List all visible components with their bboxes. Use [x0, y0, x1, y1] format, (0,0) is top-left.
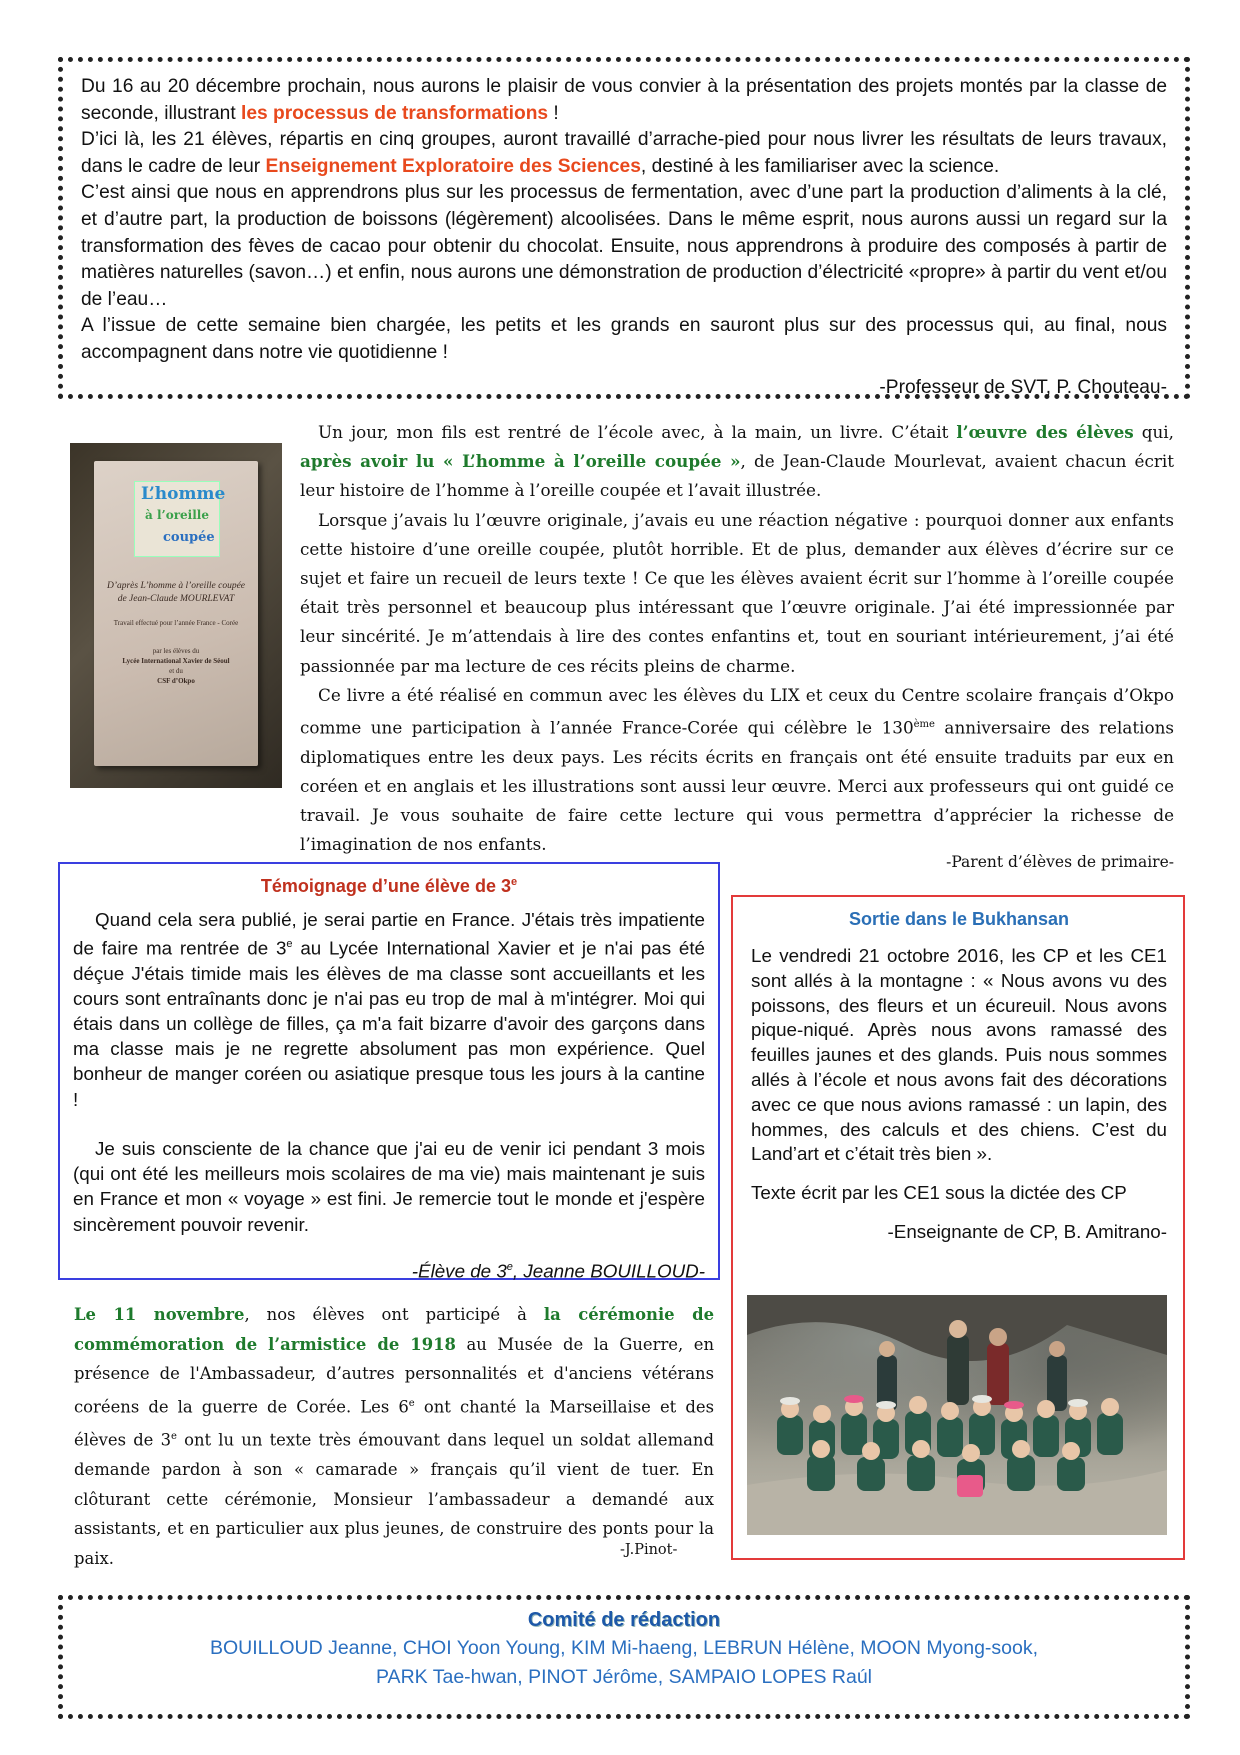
intro-paragraph-3: C’est ainsi que nous en apprendrons plus sur les processus de fermentation, avec d’une part la production d’aliments à la clé, et d’autre part, la production de boissons (légèrement) alcoolisées. Dans le même esprit, nous aurons aussi un regard sur la transformation des fèves de cacao pour obtenir du chocolat. Ensuite, nous apprendrons à produire des composés à partir de matières naturelles (savon…) et enfin, nous aurons une démonstration de production d’électricité «propre» à partir du vent et/ou de l’eau… [81, 182, 1167, 310]
temoignage-signature: -Élève de 3e, Jeanne BOUILLOUD- [411, 1259, 705, 1281]
sortie-signature: -Enseignante de CP, B. Amitrano- [887, 1220, 1167, 1242]
highlight-enseignement: Enseignement Exploratoire des Sciences [265, 155, 641, 177]
comite-title: Comité de rédaction [527, 1609, 721, 1631]
group-photo-illustration [747, 1295, 1167, 1535]
intro-box [58, 57, 1190, 399]
sortie-note: Texte écrit par les CE1 sous la dictée des CP [751, 1182, 1127, 1204]
sortie-box [731, 895, 1185, 1560]
comite-line-1: BOUILLOUD Jeanne, CHOI Yoon Young, KIM Mi-haeng, LEBRUN Hélène, MOON Myong-sook, [209, 1637, 1039, 1659]
sortie-title: Sortie dans le Bukhansan [848, 909, 1070, 929]
book-article [300, 418, 1174, 860]
armistice-article [74, 1300, 714, 1573]
intro-paragraph-1: Du 16 au 20 décembre prochain, nous aurons le plaisir de vous convier à la présentation des projets montés par la classe de seconde, illustrant les processus de transformations ! [81, 76, 1167, 124]
sortie-paragraph: Le vendredi 21 octobre 2016, les CP et les CE1 sont allés à la montagne : « Nous avons vu des poissons, des fleurs et un écureuil. Nous avons pique-niqué. Après nous avons ramassé des feuilles jaunes et des glands. Puis nous sommes allés à l’école et nous avons fait des décorations avec ce que nous avions ramassé : un lapin, des hommes, des calculs et des chiens. C’est du Land’art et c’était très bien ». [751, 945, 1167, 1165]
book-signature: -Parent d’élèves de primaire- [946, 853, 1174, 871]
temoignage-paragraph-2: Je suis consciente de la chance que j'ai eu de venir ici pendant 3 mois (qui ont été les meilleurs mois scolaires de ma vie) mais maintenant je suis en France et mon « voyage » est fini. Je remercie tout le monde et j'espère sincèrement pouvoir revenir. [73, 1137, 705, 1235]
intro-paragraph-2: D’ici là, les 21 élèves, répartis en cinq groupes, auront travaillé d’arrache-pied pour nous livrer les résultats de leurs travaux, dans le cadre de leur Enseignement Exploratoire des Sciences, destiné à les familiariser avec la science. [81, 129, 1167, 177]
sortie-photo [747, 1295, 1167, 1535]
book-paragraph-2: Lorsque j’avais lu l’œuvre originale, j’avais eu une réaction négative : pourquoi donner aux enfants cette histoire d’une oreille coupée, plutôt horrible. Et de plus, demander aux élèves d’écrire sur ce sujet et faire un recueil de leurs texte ! Ce que les élèves avaient écrit sur l’homme à l’oreille coupée était très personnel et beaucoup plus intéressant que l’œuvre originale. J’ai été impressionnée par leur sincérité. Je m’attendais à lire des contes enfantins et, tout en souriant intérieurement, j’ai été passionnée par ma lecture de ces récits pleins de charme. [300, 509, 1174, 676]
highlight-transformations: les processus de transformations [240, 102, 549, 124]
intro-paragraph-4: A l’issue de cette semaine bien chargée, les petits et les grands en sauront plus sur des processus qui, au final, nous accompagnent dans notre vie quotidienne ! [81, 315, 1167, 363]
temoignage-box [58, 862, 720, 1280]
intro-signature: -Professeur de SVT, P. Chouteau- [879, 376, 1167, 398]
temoignage-paragraph-1: Quand cela sera publié, je serai partie en France. J'étais très impatiente de faire ma rentrée de 3e au Lycée International Xavier et je n'ai pas été déçue J'étais timide mais les élèves de ma classe sont accueillants et les cours sont entraînants donc je n'ai pas eu trop de mal à m'intégrer. Moi qui étais dans un collège de filles, ça m'a fait bizarre d'avoir des garçons dans ma classe mais je ne regrette absolument pas mon expérience. Quel bonheur de manger coréen ou asiatique presque tous les jours à la cantine ! [73, 909, 705, 1110]
temoignage-title: Témoignage d’une élève de 3e [260, 876, 518, 896]
armistice-paragraph: Le 11 novembre, nos élèves ont participé à la cérémonie de commémoration de l’armistice de 1918 au Musée de la Guerre, en présence de l'Ambassadeur, d’autres personnalités et d'anciens vétérans coréens de la guerre de Corée. Les 6e ont chanté la Marseillaise et des élèves de 3e ont lu un texte très émouvant dans lequel un soldat allemand demande pardon à son « camarade » français qu’il vient de tuer. En clôturant cette cérémonie, Monsieur l’ambassadeur a demandé aux assistants, et en particulier aux plus jeunes, de construire des ponts pour la paix. [74, 1305, 714, 1568]
armistice-signature: -J.Pinot- [620, 1542, 678, 1558]
book-title-art: L’homme à l’oreille coupée [134, 481, 220, 557]
book-photo [70, 443, 282, 788]
book-cover: L’homme à l’oreille coupée D’après L’homme à l’oreille coupée de Jean-Claude MOURLEVAT Travail effectué pour l’année France - Corée par les élèves du Lycée International Xavier de Séoul et du CSF d’Okpo [94, 461, 258, 766]
comite-box [58, 1595, 1190, 1719]
comite-line-2: PARK Tae-hwan, PINOT Jérôme, SAMPAIO LOPES Raúl [376, 1666, 872, 1688]
book-paragraph-3: Ce livre a été réalisé en commun avec les élèves du LIX et ceux du Centre scolaire français d’Okpo comme une participation à l’année France-Corée qui célèbre le 130ème anniversaire des relations diplomatiques entre les deux pays. Les récits écrits en français ont été ensuite traduits par eux en coréen et en anglais et les illustrations sont aussi leur œuvre. Merci aux professeurs qui ont guidé ce travail. Je vous souhaite de faire cette lecture qui vous permettra d’apprécier la richesse de l’imagination de nos enfants. [300, 684, 1174, 855]
book-paragraph-1: Un jour, mon fils est rentré de l’école avec, à la main, un livre. C’était l’œuvre des élèves qui, après avoir lu « L’homme à l’oreille coupée », de Jean-Claude Mourlevat, avaient chacun écrit leur histoire de l’homme à l’oreille coupée et l’avait illustrée. [300, 422, 1174, 501]
